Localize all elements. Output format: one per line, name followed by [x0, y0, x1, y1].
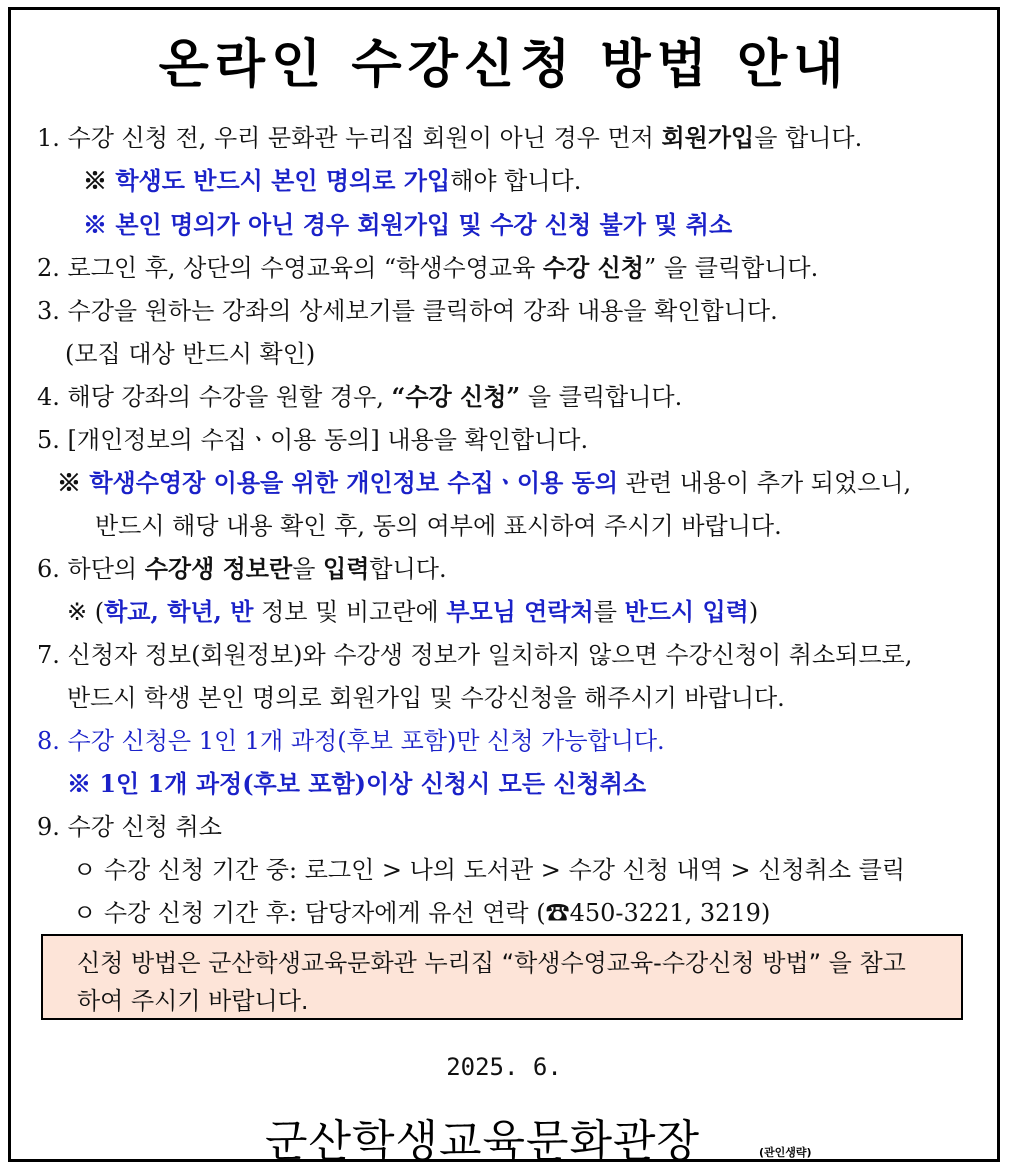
step-9-during: ㅇ 수강 신청 기간 중: 로그인 > 나의 도서관 > 수강 신청 내역 > 신청취소 클릭 [73, 856, 905, 884]
step-7: 7. 신청자 정보(회원정보)와 수강생 정보가 일치하지 않으면 수강신청이 취소되므로, [37, 641, 913, 669]
step-5: 5. [개인정보의 수집ㆍ이용 동의] 내용을 확인합니다. [37, 426, 589, 454]
notice-line-1: 신청 방법은 군산학생교육문화관 누리집 “학생수영교육-수강신청 방법” 을 참고 [77, 949, 906, 977]
page-title: 온라인 수강신청 방법 안내 [158, 35, 850, 95]
step-1-note-1: ※ 학생도 반드시 본인 명의로 가입해야 합니다. [83, 166, 582, 195]
phone-icon: ☎ [545, 899, 570, 927]
step-1-note-2: ※ 본인 명의가 아닌 경우 회원가입 및 수강 신청 불가 및 취소 [83, 210, 733, 239]
step-3: 3. 수강을 원하는 강좌의 상세보기를 클릭하여 강좌 내용을 확인합니다. [37, 297, 778, 325]
notice-line-2: 하여 주시기 바랍니다. [77, 987, 309, 1015]
issuer-name: 군산학생교육문화관장 [265, 1116, 701, 1167]
document-frame [8, 7, 1000, 1167]
step-3-sub: (모집 대상 반드시 확인) [65, 340, 316, 368]
step-1: 1. 수강 신청 전, 우리 문화관 누리집 회원이 아닌 경우 먼저 회원가입을 합니다. [37, 123, 863, 152]
step-5-note-1: ※ 학생수영장 이용을 위한 개인정보 수집ㆍ이용 동의 관련 내용이 추가 되었으니, [57, 468, 912, 497]
seal-omitted-note: (관인생략) [759, 1146, 812, 1159]
step-8: 8. 수강 신청은 1인 1개 과정(후보 포함)만 신청 가능합니다. [37, 727, 665, 755]
step-4: 4. 해당 강좌의 수강을 원할 경우, “수강 신청” 을 클릭합니다. [37, 382, 683, 411]
step-6-note: ※ (학교, 학년, 반 정보 및 비고란에 부모님 연락처를 반드시 입력) [67, 597, 759, 626]
step-8-note: ※ 1인 1개 과정(후보 포함)이상 신청시 모든 신청취소 [67, 769, 647, 798]
step-6: 6. 하단의 수강생 정보란을 입력합니다. [37, 554, 447, 583]
step-5-note-2: 반드시 해당 내용 확인 후, 동의 여부에 표시하여 주시기 바랍니다. [95, 512, 782, 540]
step-2: 2. 로그인 후, 상단의 수영교육의 “학생수영교육 수강 신청” 을 클릭합니다. [37, 253, 819, 282]
notice-box [41, 934, 963, 1020]
step-7-sub: 반드시 학생 본인 명의로 회원가입 및 수강신청을 해주시기 바랍니다. [67, 684, 785, 712]
step-9-after: ㅇ 수강 신청 기간 후: 담당자에게 유선 연락 (☎450-3221, 3219) [73, 899, 771, 927]
step-9: 9. 수강 신청 취소 [37, 813, 222, 841]
issue-date: 2025. 6. [446, 1053, 562, 1081]
